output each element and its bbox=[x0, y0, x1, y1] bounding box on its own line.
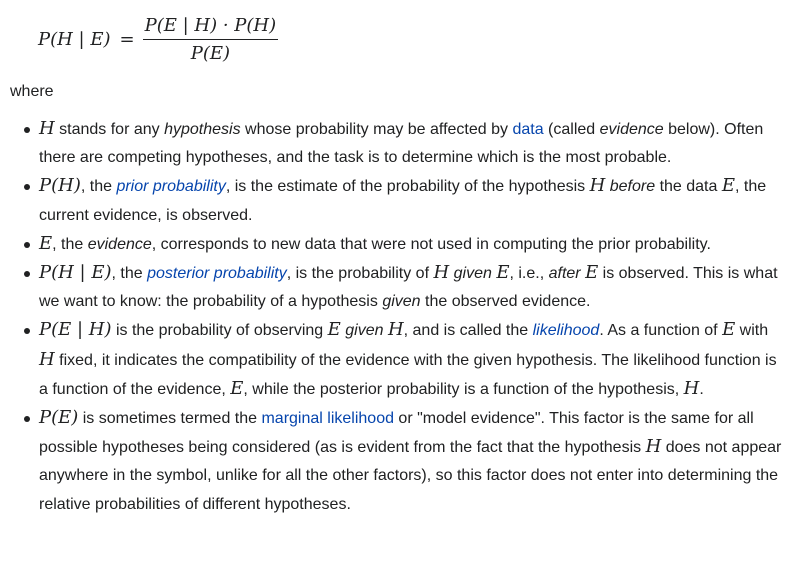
definition-item bbox=[22, 230, 782, 259]
definition-item bbox=[22, 115, 782, 172]
math-symbol: H bbox=[387, 319, 404, 341]
math-symbol: P(H | E) bbox=[39, 262, 112, 284]
emphasis-text: given bbox=[382, 293, 421, 311]
body-text: the data bbox=[655, 178, 722, 196]
emphasis-text: after bbox=[548, 265, 581, 283]
body-text: , and is called the bbox=[403, 322, 533, 340]
definition-item bbox=[22, 259, 782, 316]
math-symbol: H bbox=[39, 118, 55, 139]
math-symbol: P(H) bbox=[39, 175, 81, 197]
emphasis-text: evidence bbox=[87, 235, 152, 253]
body-text: , corresponds to new data that were not used in computing the prior probability. bbox=[151, 235, 711, 253]
wiki-link[interactable]: data bbox=[512, 121, 544, 138]
body-text: fixed, it indicates the compatibility of the evidence with the given hypothesis. The likelihood function is a function of the evidence, bbox=[39, 351, 777, 398]
math-symbol: P(E) bbox=[39, 407, 79, 429]
math-symbol: H bbox=[645, 436, 662, 458]
math-symbol: P(E | H) bbox=[39, 319, 112, 341]
definition-item bbox=[22, 316, 782, 404]
formula-numerator: P(E | H) · P(H) bbox=[143, 15, 279, 40]
math-symbol: H bbox=[39, 348, 55, 370]
emphasis-text: before bbox=[609, 178, 656, 196]
body-text: is sometimes termed the bbox=[78, 410, 262, 428]
body-text: , the bbox=[52, 235, 88, 253]
emphasis-text: hypothesis bbox=[164, 121, 241, 138]
formula-equals: = bbox=[119, 28, 135, 50]
formula-lhs: P(H | E) bbox=[38, 28, 111, 50]
math-symbol: H bbox=[433, 262, 450, 284]
body-text: (called bbox=[543, 121, 600, 138]
body-text: , while the posterior probability is a function of the hypothesis, bbox=[243, 380, 684, 398]
body-text: stands for any bbox=[54, 121, 165, 138]
definition-item bbox=[22, 172, 782, 229]
body-text: , the current evidence, is observed. bbox=[39, 178, 767, 224]
body-text: does not appear anywhere in the symbol, unlike for all the other factors), so this factor does not enter into determining the relative probabilities of different hypotheses. bbox=[39, 439, 782, 513]
where-label: where bbox=[10, 83, 54, 100]
emphasis-text: evidence bbox=[599, 121, 664, 138]
formula-fraction bbox=[143, 15, 279, 64]
body-text: whose probability may be affected by bbox=[240, 121, 513, 138]
math-symbol: E bbox=[496, 262, 510, 284]
body-text: . As a function of bbox=[599, 322, 723, 340]
math-symbol: E bbox=[230, 377, 244, 399]
wiki-link[interactable]: likelihood bbox=[532, 322, 600, 340]
math-symbol: H bbox=[589, 175, 606, 197]
emphasis-text: given bbox=[345, 322, 384, 340]
definition-item bbox=[22, 404, 782, 519]
body-text: , is the estimate of the probability of the hypothesis bbox=[225, 178, 590, 196]
math-symbol: E bbox=[721, 175, 735, 197]
math-symbol: E bbox=[39, 232, 53, 254]
wiki-link[interactable]: prior probability bbox=[116, 178, 226, 196]
bayes-formula bbox=[38, 8, 278, 70]
wiki-link[interactable]: posterior probability bbox=[147, 265, 287, 283]
math-symbol: E bbox=[722, 319, 736, 341]
body-text: . bbox=[699, 380, 704, 398]
math-symbol: E bbox=[585, 262, 599, 284]
body-text: below). Often there are competing hypotheses, and the task is to determine which is the most probable. bbox=[39, 121, 764, 167]
definition-list bbox=[22, 115, 782, 519]
wiki-link[interactable]: marginal likelihood bbox=[261, 410, 394, 428]
math-symbol: H bbox=[683, 377, 700, 399]
emphasis-text: given bbox=[453, 265, 492, 283]
body-text: or "model evidence". This factor is the same for all possible hypotheses being considered (as is evident from the fact that the hypothesis bbox=[39, 410, 754, 457]
math-symbol: E bbox=[327, 319, 341, 341]
body-text: the observed evidence. bbox=[420, 293, 591, 311]
formula-denominator: P(E) bbox=[190, 42, 231, 64]
body-text: is the probability of observing bbox=[111, 322, 328, 340]
body-text: , i.e., bbox=[509, 265, 549, 283]
body-text: with bbox=[735, 322, 769, 340]
body-text: , the bbox=[111, 265, 148, 283]
body-text: , the bbox=[80, 178, 117, 196]
body-text: is observed. This is what we want to know: the probability of a hypothesis bbox=[39, 265, 778, 311]
body-text: , is the probability of bbox=[286, 265, 434, 283]
